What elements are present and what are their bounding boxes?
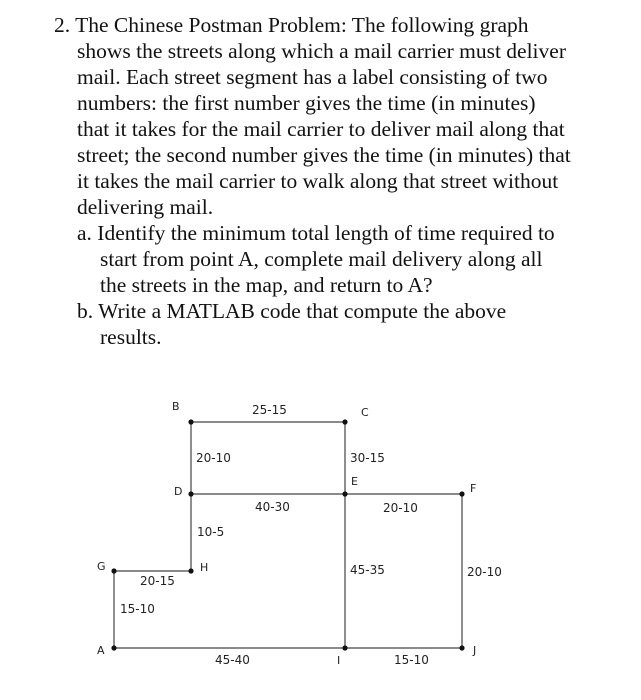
edge-label-b-d: 20-10 [196,451,231,465]
problem-line: shows the streets along which a mail carrier must deliver [77,39,566,63]
node-i-dot [342,645,347,650]
edge-label-g-h: 20-15 [140,574,175,588]
edge-label-f-j: 20-10 [467,565,502,579]
problem-line: street; the second number gives the time (in minutes) that [77,143,571,167]
edge-label-a-i: 45-40 [215,653,250,667]
problem-line: that it takes for the mail carrier to deliver mail along that [77,117,565,141]
problem-line: 2. The Chinese Postman Problem: The following graph [54,13,529,37]
edge-label-e-i: 45-35 [350,563,385,577]
node-label-g: G [97,560,106,573]
edge-label-e-f: 20-10 [383,501,418,515]
node-h-dot [188,568,193,573]
problem-line: numbers: the first number gives the time (in minutes) [77,91,536,115]
edge-label-i-j: 15-10 [394,653,429,667]
node-j-dot [459,645,464,650]
node-a-dot [111,645,116,650]
node-label-e: E [351,475,358,488]
part-b-line: b. Write a MATLAB code that compute the above [77,299,507,323]
edge-label-d-e: 40-30 [255,500,290,514]
node-b-dot [188,419,193,424]
part-b-line: results. [100,325,162,349]
node-g-dot [111,568,116,573]
node-e-dot [342,491,347,496]
node-d-dot [188,491,193,496]
problem-line: delivering mail. [77,195,214,219]
edge-label-c-e: 30-15 [350,451,385,465]
edge-label-b-c: 25-15 [252,403,287,417]
street-graph [0,385,641,700]
part-a-line: the streets in the map, and return to A? [100,273,433,297]
problem-line: mail. Each street segment has a label consisting of two [77,65,548,89]
part-a-line: a. Identify the minimum total length of time required to [77,221,555,245]
edge-label-d-h: 10-5 [197,525,225,539]
edge-label-a-g: 15-10 [120,602,155,616]
node-label-j: J [473,644,477,657]
node-label-c: C [361,406,369,419]
part-a-line: start from point A, complete mail delivery along all [100,247,543,271]
node-label-h: H [200,561,209,574]
node-label-f: F [470,482,477,495]
node-label-d: D [174,485,183,498]
node-label-a: A [97,644,105,657]
node-label-b: B [172,400,180,413]
node-f-dot [459,491,464,496]
problem-line: it takes the mail carrier to walk along that street without [77,169,559,193]
node-c-dot [342,419,347,424]
node-label-i: I [337,654,341,667]
